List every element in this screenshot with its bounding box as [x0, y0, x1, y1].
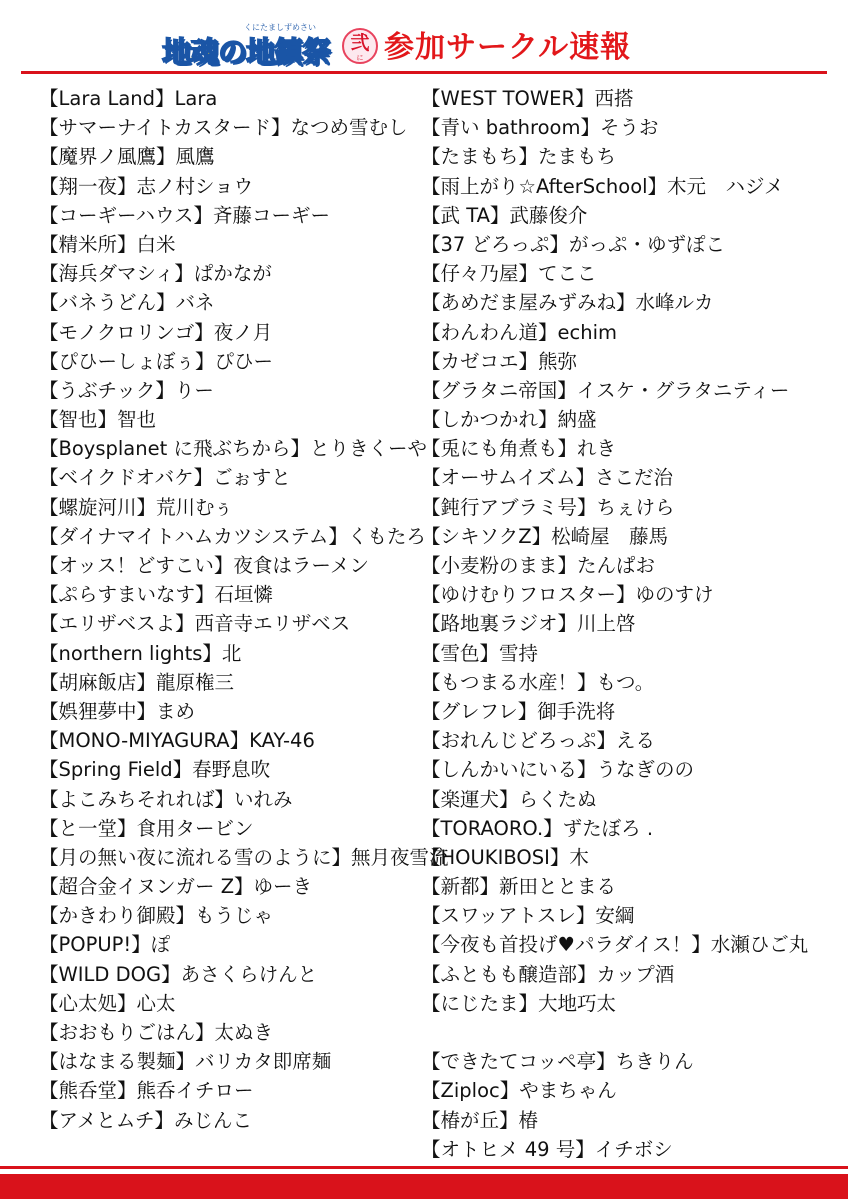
circle-list-item: 【精米所】白米 [39, 232, 176, 256]
circle-list-item: 【兎にも角煮も】れき [421, 437, 617, 461]
circle-list-item: 【にじたま】大地巧太 [421, 991, 617, 1015]
circle-list-item: 【超合金イヌンガー Z】ゆーき [39, 875, 313, 899]
circle-list-item: 【スワッアトスレ】安綱 [421, 904, 635, 928]
circle-list-item: 【northern lights】北 [39, 641, 242, 665]
circle-list-item: 【月の無い夜に流れる雪のように】無月夜雪流 [39, 845, 449, 869]
circle-list-item: 【Spring Field】春野息吹 [39, 758, 271, 782]
circle-list-item: 【胡麻飯店】龍原権三 [39, 670, 235, 694]
circle-list-item: 【熊呑堂】熊呑イチロー [39, 1079, 254, 1103]
circle-list-item: 【娯狸夢中】まめ [39, 699, 196, 723]
circle-list-item: 【螺旋河川】荒川むぅ [39, 495, 234, 519]
circle-list-item: 【かきわり御殿】もうじゃ [39, 904, 274, 928]
circle-list-item: 【ゆけむりフロスター】ゆのすけ [421, 583, 714, 607]
circle-list-item: 【あめだま屋みずみね】水峰ルカ [421, 291, 714, 315]
circle-list-item: 【アメとムチ】みじんこ [39, 1108, 252, 1132]
circle-list-item: 【新都】新田ととまる [421, 875, 617, 899]
logo-ruby-text: くにたましずめさい [244, 23, 316, 32]
circle-list-item: 【路地裏ラジオ】川上啓 [421, 612, 636, 636]
circle-list-item: 【雨上がり☆AfterSchool】木元 ハジメ [421, 174, 784, 198]
circle-list-item: 【グレフレ】御手洗将 [421, 699, 616, 723]
circle-list-item: 【オッス！どすこい】夜食はラーメン [39, 554, 369, 577]
circle-list-item: 【シキソクZ】松崎屋 藤馬 [421, 524, 669, 548]
circle-list-item: 【サマーナイトカスタード】なつめ雪むし [39, 116, 408, 140]
badge-sub-text: に [356, 54, 364, 62]
circle-list-item: 【椿が丘】椿 [421, 1108, 539, 1132]
circle-list-item: 【ベイクドオバケ】ごぉすと [39, 466, 291, 490]
circle-list-item: 【HOUKIBOSI】木 [421, 845, 589, 869]
circle-list-item: 【翔一夜】志ノ村ショウ [39, 174, 254, 198]
circle-list-item: 【WILD DOG】あさくらけんと [39, 962, 318, 986]
circle-list-item: 【37 どろっぷ】がっぷ・ゆずぽこ [421, 232, 726, 256]
circle-list-item: 【Ziploc】やまちゃん [421, 1079, 617, 1103]
circle-list-item: 【しんかいにいる】うなぎのの [421, 758, 695, 782]
left-circle-list [39, 84, 449, 1135]
circle-list-item: 【武 TA】武藤俊介 [421, 203, 588, 227]
circle-list-item: 【できたてコッペ亭】ちきりん [421, 1050, 694, 1074]
circle-list-item: 【智也】智也 [39, 408, 157, 432]
badge-main-text: 弐 [350, 32, 370, 54]
logo-text: 地魂の地鎮祭 [162, 35, 331, 69]
circle-list-item: 【しかつかれ】納盛 [421, 408, 597, 432]
circle-list-item: 【鈍行アブラミ号】ちぇけら [421, 495, 675, 519]
circle-list-item: 【もつまる水産！】もつ。 [421, 670, 655, 694]
circle-list-item: 【よこみちそれれば】いれみ [39, 787, 293, 811]
list-spacer [421, 1018, 841, 1047]
circle-list-item: 【ぷらすまいなす】石垣憐 [39, 583, 274, 607]
circle-list-item: 【ダイナマイトハムカツシステム】くもたろ [39, 524, 426, 548]
circle-list-item: 【青い bathroom】そうお [421, 116, 659, 140]
footer-band [0, 1169, 848, 1199]
circle-list-item: 【オーサムイズム】さこだ治 [421, 466, 673, 490]
circle-list-item: 【ふともも醸造部】カップ酒 [421, 962, 675, 986]
circle-list-item: 【はなまる製麺】バリカタ即席麺 [39, 1050, 332, 1074]
circle-list-item: 【バネうどん】バネ [39, 291, 215, 315]
page-title: 参加サークル速報 [384, 30, 632, 65]
circle-list-item: 【グラタニ帝国】イスケ・グラタニティー [421, 378, 790, 402]
circle-list-item: 【仔々乃屋】てここ [421, 262, 597, 286]
circle-list-item: 【海兵ダマシィ】ぱかなが [39, 262, 272, 286]
circle-list-item: 【モノクロリンゴ】夜ノ月 [39, 320, 273, 344]
circle-list-item: 【うぶチック】りー [39, 378, 214, 402]
circle-list-item: 【POPUP!】ぽ [39, 933, 171, 957]
circle-list-item: 【コーギーハウス】斉藤コーギー [39, 203, 330, 227]
circle-list-item: 【わんわん道】echim [421, 320, 617, 344]
circle-list-item: 【と一堂】食用タービン [39, 816, 254, 840]
circle-list-item: 【小麦粉のまま】たんぱお [421, 554, 656, 577]
event-logo [160, 20, 378, 70]
page-header [0, 0, 848, 76]
circle-list-item: 【たまもち】たまもち [421, 145, 617, 169]
circle-list-item: 【MONO-MIYAGURA】KAY-46 [39, 729, 315, 753]
circle-list-item: 【楽運犬】らくたぬ [421, 787, 597, 811]
circle-list-item: 【魔界ノ風鷹】風鷹 [39, 145, 215, 169]
circle-list-item: 【ぴひーしょぼぅ】ぴひー [39, 349, 274, 373]
circle-list-item: 【おれんじどろっぷ】える [421, 729, 656, 753]
circle-list-item: 【Lara Land】Lara [39, 87, 218, 110]
circle-list-item: 【カゼコエ】熊弥 [421, 349, 578, 373]
circle-list-item: 【おおもりごはん】太ぬき [39, 1021, 274, 1044]
circle-list-item: 【WEST TOWER】西搭 [421, 87, 634, 110]
logo-badge [342, 28, 378, 64]
circle-list-item: 【オトヒメ 49 号】イチボシ [421, 1137, 673, 1161]
circle-list-item: 【TORAORO.】ずたぼろ . [421, 816, 654, 840]
header-divider [21, 71, 827, 74]
circle-list-item: 【エリザベスよ】西音寺エリザベス [39, 612, 351, 636]
right-circle-list [421, 84, 841, 1164]
circle-list-item: 【雪色】雪持 [421, 641, 539, 665]
circle-list-item: 【今夜も首投げ♥パラダイス！】水瀬ひご丸 [421, 933, 809, 957]
circle-list-item: 【Boysplanet に飛ぶちから】とりきくーや [39, 437, 427, 461]
circle-list-item: 【心太処】心太 [39, 991, 176, 1015]
